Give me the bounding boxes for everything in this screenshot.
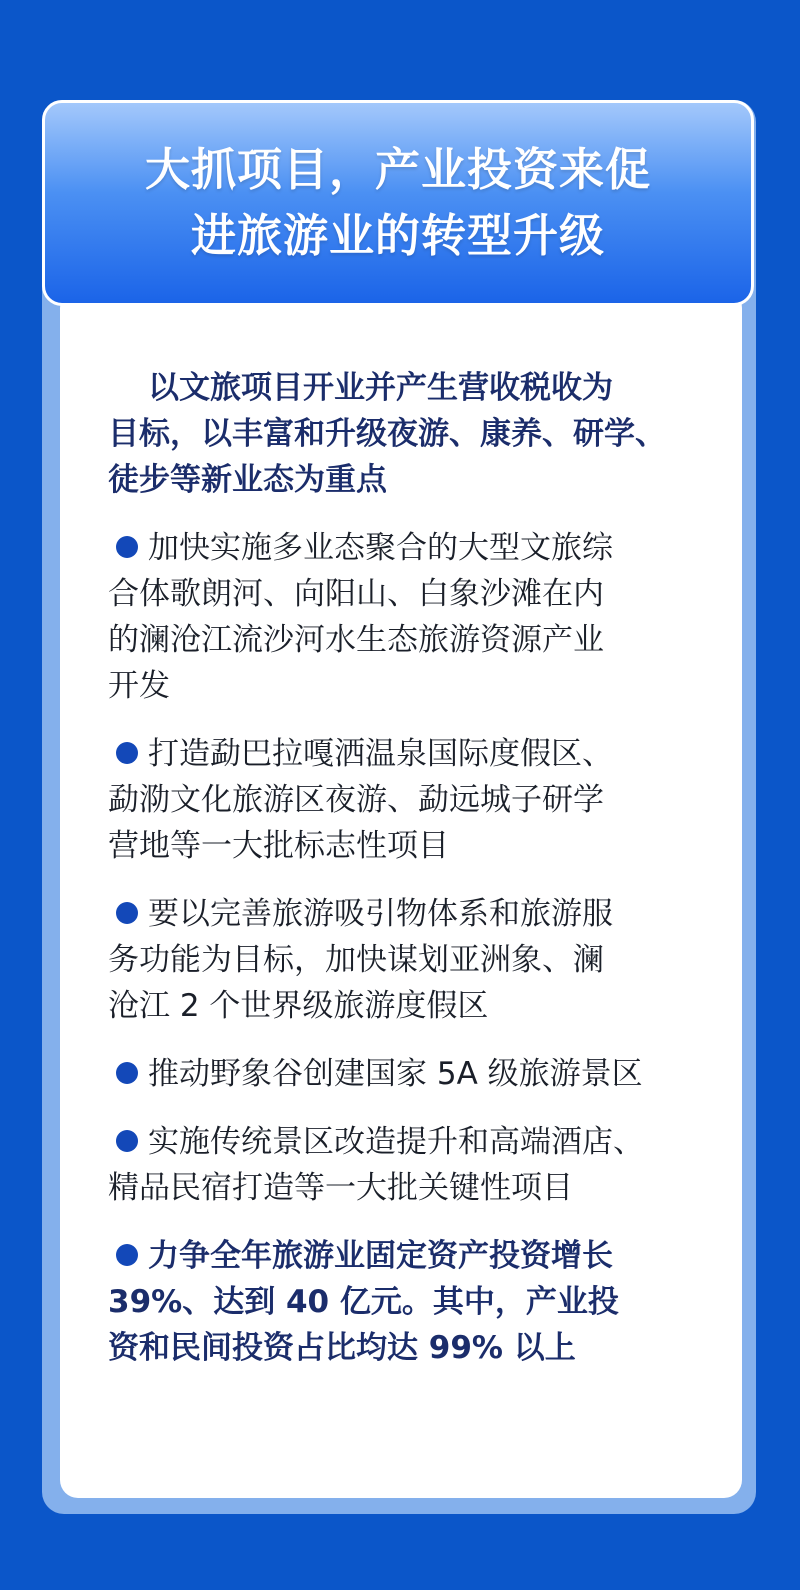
bullet-item [108, 731, 708, 869]
bullet-dot-icon [116, 902, 138, 924]
bullet-line: 加快实施多业态聚合的大型文旅综 [148, 530, 613, 566]
bullet-item [108, 1051, 708, 1097]
bullet-item [108, 1119, 708, 1211]
bullet-line: 打造勐巴拉嘎洒温泉国际度假区、 [148, 736, 613, 772]
bullet-item [108, 891, 708, 1029]
bullet-line: 要以完善旅游吸引物体系和旅游服 [148, 896, 613, 932]
content-text [108, 365, 708, 1371]
bullet-line: 营地等一大批标志性项目 [108, 828, 449, 864]
title-line-1: 大抓项目，产业投资来促 [144, 143, 651, 196]
bullet-line: 勐泐文化旅游区夜游、勐远城子研学 [108, 782, 604, 818]
bullet-line: 力争全年旅游业固定资产投资增长 [148, 1238, 613, 1274]
bullet-line: 资和民间投资占比均达 99% 以上 [108, 1330, 576, 1366]
lead-paragraph [108, 365, 708, 503]
bullet-line: 推动野象谷创建国家 5A 级旅游景区 [148, 1056, 643, 1092]
bullet-line: 39%、达到 40 亿元。其中，产业投 [108, 1284, 619, 1320]
title-line-2: 进旅游业的转型升级 [190, 209, 605, 262]
bullet-line: 合体歌朗河、向阳山、白象沙滩在内 [108, 576, 604, 612]
bullet-line: 实施传统景区改造提升和高端酒店、 [148, 1124, 644, 1160]
bullet-item-emphasis [108, 1233, 708, 1371]
bullet-dot-icon [116, 1062, 138, 1084]
lead-line: 以文旅项目开业并产生营收税收为 [148, 370, 613, 406]
bullet-dot-icon [116, 1244, 138, 1266]
bullet-dot-icon [116, 742, 138, 764]
bullet-line: 精品民宿打造等一大批关键性项目 [108, 1170, 573, 1206]
bullet-line: 的澜沧江流沙河水生态旅游资源产业 [108, 622, 604, 658]
title-banner [42, 100, 754, 306]
bullet-dot-icon [116, 536, 138, 558]
lead-line: 目标，以丰富和升级夜游、康养、研学、 [108, 416, 666, 452]
bullet-line: 沧江 2 个世界级旅游度假区 [108, 988, 489, 1024]
lead-line: 徒步等新业态为重点 [108, 462, 387, 498]
bullet-line: 开发 [108, 668, 170, 704]
bullet-item [108, 525, 708, 709]
bullet-line: 务功能为目标，加快谋划亚洲象、澜 [108, 942, 604, 978]
bullet-dot-icon [116, 1130, 138, 1152]
